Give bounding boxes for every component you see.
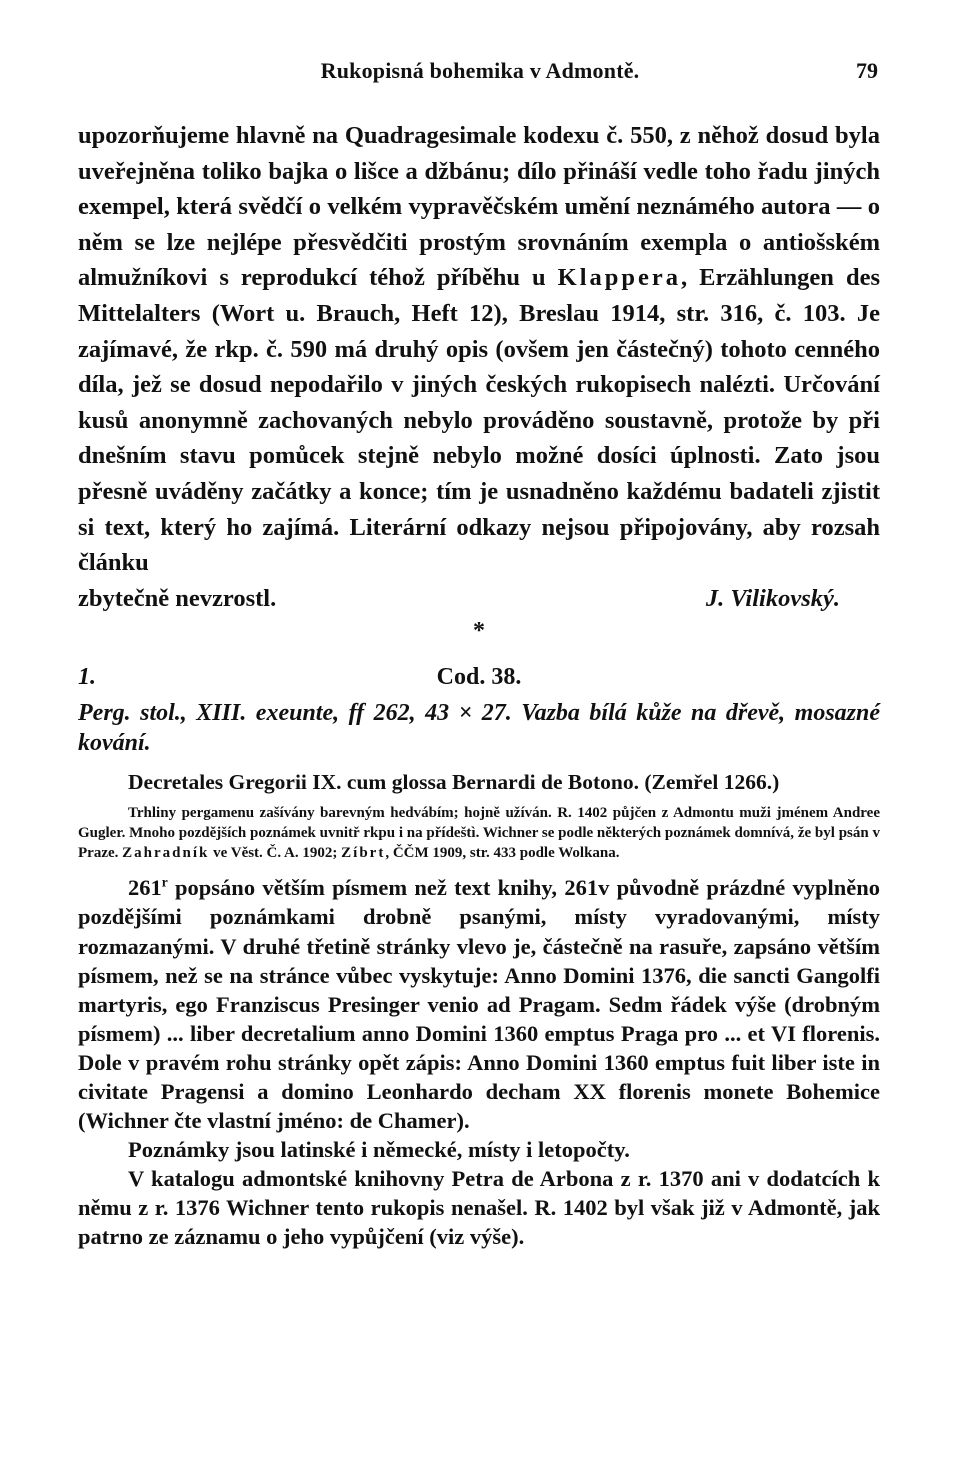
folio-text: popsáno větším písmem než text knihy, 261v původně prázdné vyplněno pozdějšími poznámkami drobně psanými, místy vyradovanými, místy rozmazanými. V druhé třetině stránky vlevo je, částečně na rasuře, zapsáno větším písmem, než se na stránce vůbec vyskytuje: Anno Domini 1376, die sancti Gangolfi martyris, ego Franziscus Presinger venio ad Pragam. Sedm řádek výše (drobným písmem) ... liber decretalium anno Domini 1360 emptus Praga pro ... et VI florenis. Dole v pravém rohu stránky opět zápis: Anno Domini 1360 emptus fuit liber iste in civitate Pragensi a domino Leonhardo decham XX florenis monete Bohemice (Wichner čte vlastní jméno: de Chamer). [78,875,880,1134]
notes-paragraph: Poznámky jsou latinské i německé, místy i letopočty. [128,1137,630,1163]
running-header [0,58,960,90]
running-title: Rukopisná bohemika v Admontě. [320,58,640,83]
intro-text-before: upozorňujeme hlavně na Quadragesimale kodexu č. 550, z něhož dosud byla uveřejněna toliko bajka o lišce a džbánu; dílo přináší vedle toho řadu jiných exempel, která svědčí o velkém vypravěčském umění neznámého autora — o něm se lze nejlépe přesvědčiti prostým srovnáním exempla o antiošském almužníkovi s reprodukcí téhož příběhu u [78,122,880,292]
work-title: Decretales Gregorii IX. cum glossa Bernardi de Botono. (Zemřel 1266.) [128,770,780,795]
note-text-mid: ve Věst. Č. A. 1902; [209,845,342,862]
asterisk-divider: * [473,618,485,645]
page-body [78,118,880,1252]
entry-number: 1. [78,664,96,691]
note-author-1: Zahradník [122,845,210,862]
note-author-2: Zíbrt [341,845,386,862]
intro-last-line: zbytečně nevzrostl. [78,584,277,612]
codex-note [78,803,880,863]
note-text-after: , ČČM 1909, str. 433 podle Wolkana. [385,845,620,862]
folio-recto-mark: r [161,874,168,890]
signature: J. Vilikovský. [705,584,840,612]
note-text-before: Trhliny pergamenu zašívány barevným hedvábím; hojně užíván. R. 1402 půjčen z Admontu muži jménem Andree Gugler. Mnoho pozdějších poznámek uvnitř rkpu i na přídeštì. Wichner se podle některých poznámek domnívá, že byl psán v Praze. [78,805,880,862]
intro-paragraph [78,118,880,581]
page-number: 79 [856,58,878,83]
signature-line [78,581,880,617]
folio-number: 261 [128,875,162,901]
entry-heading [78,658,880,698]
codex-description: Perg. stol., XIII. exeunte, ff 262, 43 × 27. Vazba bílá kůže na dřevě, mosazné kování. [78,700,880,757]
catalog-paragraph: V katalogu admontské knihovny Petra de Arbona z r. 1370 ani v dodatcích k němu z r. 1376 Wichner tento rukopis nenašel. R. 1402 byl však již v Admontě, jak patrno ze záznamu o jeho vypůjčení (viz výše). [78,1166,880,1250]
author-name-spaced: Klappera [557,264,682,292]
intro-text-after: , Erzählungen des Mittelalters (Wort u. Brauch, Heft 12), Breslau 1914, str. 316, č. 103. Je zajímavé, že rkp. č. 590 má druhý opis (ovšem jen částečný) tohoto cenného díla, jež se dosud nepodařilo v jiných českých rukopisech nalézti. Určování kusů anonymně zachovaných nebylo prováděno soustavně, protože by při dnešním stavu pomůcek stejně nebylo možné dosíci úplnosti. Zato jsou přesně uváděny začátky a konce; tím je usnadněno každému badateli zjistit si text, který ho zajímá. Literární odkazy nejsou připojovány, aby rozsah článku [78,264,880,577]
codex-title: Cod. 38. [436,664,522,691]
folio-paragraph [78,873,880,1135]
